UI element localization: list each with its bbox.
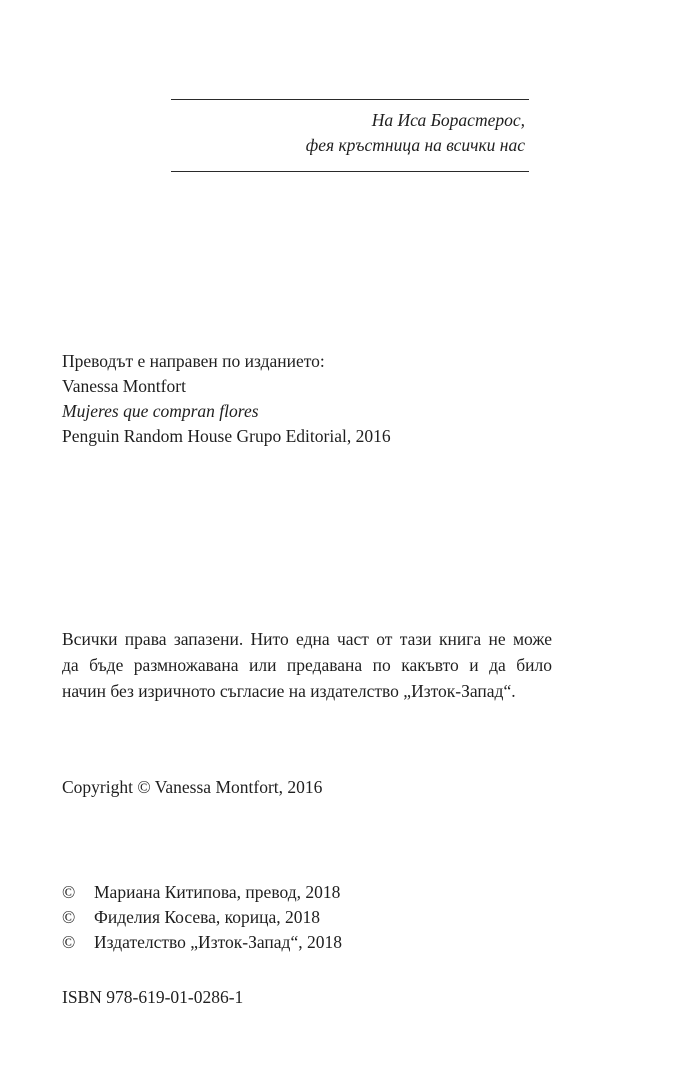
copyright-symbol: © — [62, 882, 76, 902]
rights-line-1: Всички права запазени. Нито една част от тази книга не може — [62, 629, 552, 649]
credit-translation — [62, 880, 342, 905]
rights-notice — [62, 626, 552, 704]
copyright-line: Copyright © Vanessa Montfort, 2016 — [62, 777, 323, 797]
dedication-bottom-rule — [171, 171, 529, 172]
dedication-line-2: фея кръстница на всички нас — [305, 135, 525, 155]
credit-text: Фиделия Косева, корица, 2018 — [94, 907, 321, 927]
rights-line-2: да бъде размножавана или предавана по какъвто и да било — [62, 655, 552, 675]
rights-line-3: начин без изричното съгласие на издателство „Изток-Запад“. — [62, 681, 516, 701]
credits-list — [62, 880, 342, 955]
dedication — [171, 108, 529, 158]
credit-cover — [62, 905, 342, 930]
dedication-top-rule — [171, 99, 529, 100]
original-edition-info — [62, 349, 391, 449]
copyright-symbol: © — [62, 907, 76, 927]
original-title: Mujeres que compran flores — [62, 401, 259, 421]
credit-text: Издателство „Изток-Запад“, 2018 — [94, 932, 342, 952]
isbn: ISBN 978-619-01-0286-1 — [62, 987, 244, 1007]
original-author: Vanessa Montfort — [62, 376, 186, 396]
dedication-line-1: На Иса Борастерос, — [371, 110, 525, 130]
original-publisher: Penguin Random House Grupo Editorial, 2016 — [62, 426, 391, 446]
credit-text: Мариана Китипова, превод, 2018 — [94, 882, 341, 902]
credit-publisher — [62, 930, 342, 955]
copyright-symbol: © — [62, 932, 76, 952]
original-edition-intro: Преводът е направен по изданието: — [62, 351, 325, 371]
